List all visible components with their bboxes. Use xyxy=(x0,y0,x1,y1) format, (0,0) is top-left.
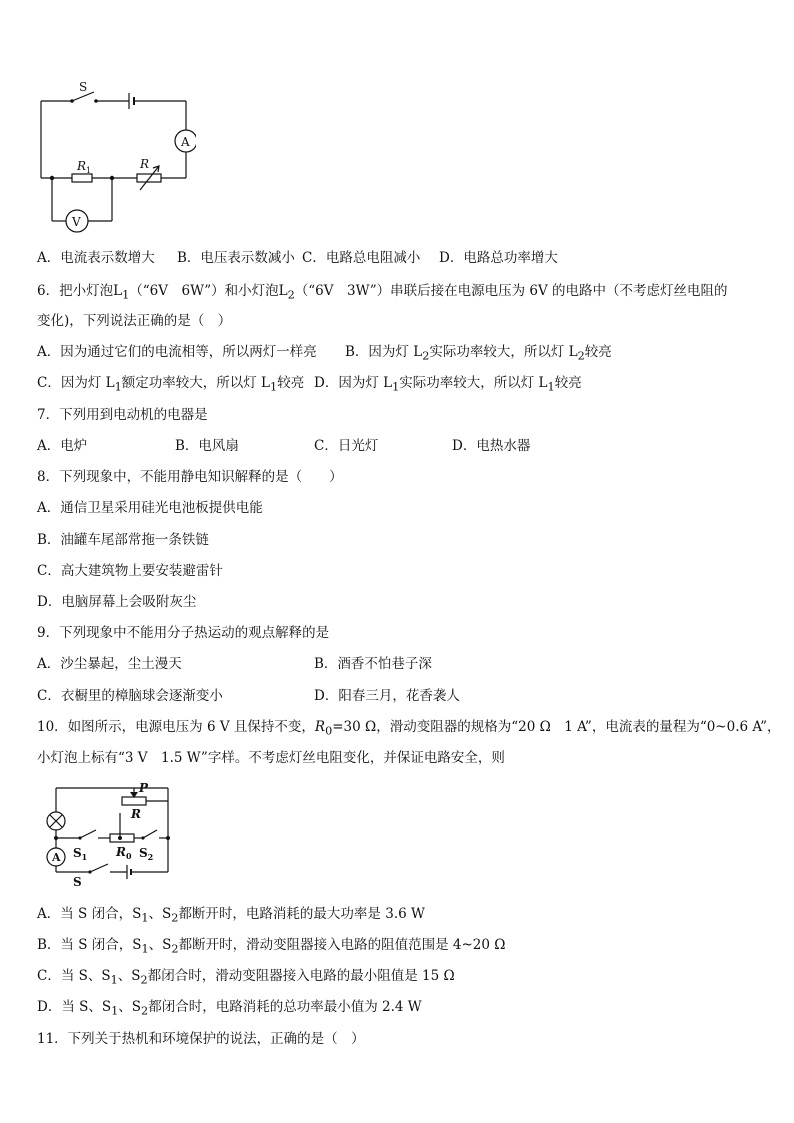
q10-option-d: D．当 S、$S_1$、$S_2$都闭合时，电路消耗的总功率最小值为 2.4 W xyxy=(37,999,422,1018)
q8-option-d: D．电脑屏幕上会吸附灰尘 xyxy=(37,594,197,610)
q6-stem-line1: 6．把小灯泡$L_1(“6V$ 6W”）和小灯泡$L_2(“6V$ 3W”）串联后接在电源电压为 6V 的电路中（不考虑灯丝电阻的 xyxy=(37,283,728,302)
label-s: S xyxy=(79,80,88,94)
label-s: S xyxy=(73,875,82,889)
label-rheostat: R xyxy=(140,157,150,171)
label-voltmeter: V xyxy=(72,215,81,229)
q6-option-b: B．因为灯 $L_2$实际功率较大，所以灯 $L_2$较亮 xyxy=(345,344,612,363)
q8-stem: 8．下列现象中，不能用静电知识解释的是（ ） xyxy=(37,469,343,485)
q10-stem-line1: 10．如图所示，电源电压为 6 V 且保持不变，$R_0=30$ Ω，滑动变阻器的规格为“20 Ω 1 A”，电流表的量程为“0~0.6 A”， xyxy=(37,719,781,738)
label-r0: $R_0$ xyxy=(116,845,132,861)
q9-option-c: C．衣橱里的樟脑球会逐渐变小 xyxy=(37,688,223,704)
q5-option-a: A．电流表示数增大 xyxy=(37,250,155,266)
q11-stem: 11．下列关于热机和环境保护的说法，正确的是（ ） xyxy=(37,1031,365,1047)
label-ammeter: A xyxy=(181,135,190,149)
q5-option-c: C．电路总电阻减小 xyxy=(302,250,421,266)
circuit-diagram-1 xyxy=(36,80,196,240)
q8-option-c: C．高大建筑物上要安装避雷针 xyxy=(37,563,223,579)
q9-option-b: B．酒香不怕巷子深 xyxy=(314,656,432,672)
q9-stem: 9．下列现象中不能用分子热运动的观点解释的是 xyxy=(37,625,330,641)
q10-option-b: B．当 S 闭合，$S_1$、$S_2$都断开时，滑动变阻器接入电路的阻值范围是 4~20 Ω xyxy=(37,937,506,956)
q10-option-a: A．当 S 闭合，$S_1$、$S_2$都断开时，电路消耗的最大功率是 3.6 W xyxy=(37,906,425,925)
q9-option-d: D．阳春三月，花香袭人 xyxy=(314,688,460,704)
label-s2: $S_2$ xyxy=(139,846,154,862)
q7-option-b: B．电风扇 xyxy=(175,438,239,454)
label-r: R xyxy=(131,807,141,821)
q7-stem: 7．下列用到电动机的电器是 xyxy=(37,407,208,423)
label-s1: $S_1$ xyxy=(73,846,88,862)
q6-option-d: D．因为灯 $L_1$实际功率较大，所以灯 $L_1$较亮 xyxy=(314,375,582,394)
q8-option-a: A．通信卫星采用硅光电池板提供电能 xyxy=(37,500,263,516)
circuit-diagram-2 xyxy=(40,780,180,890)
q8-option-b: B．油罐车尾部常拖一条铁链 xyxy=(37,532,209,548)
q10-option-c: C．当 S、$S_1$、$S_2$都闭合时，滑动变阻器接入电路的最小阻值是 15 Ω xyxy=(37,968,455,987)
q7-option-c: C．日光灯 xyxy=(314,438,379,454)
q7-option-a: A．电炉 xyxy=(37,438,88,454)
q6-stem-line2: 变化)，下列说法正确的是（ ） xyxy=(37,313,232,329)
q5-option-d: D．电路总功率增大 xyxy=(439,250,558,266)
q9-option-a: A．沙尘暴起，尘土漫天 xyxy=(37,656,182,672)
q7-option-d: D．电热水器 xyxy=(452,438,531,454)
label-r1: $R_1$ xyxy=(77,159,92,175)
q6-option-a: A．因为通过它们的电流相等，所以两灯一样亮 xyxy=(37,344,317,360)
label-ammeter-2: A xyxy=(52,851,61,864)
q6-option-c: C．因为灯 $L_1$额定功率较大，所以灯 $L_1$较亮 xyxy=(37,375,305,394)
label-p: P xyxy=(139,781,149,795)
q5-option-b: B．电压表示数减小 xyxy=(177,250,295,266)
q10-stem-line2: 小灯泡上标有“3 V 1.5 W”字样。不考虑灯丝电阻变化，并保证电路安全，则 xyxy=(37,750,505,766)
